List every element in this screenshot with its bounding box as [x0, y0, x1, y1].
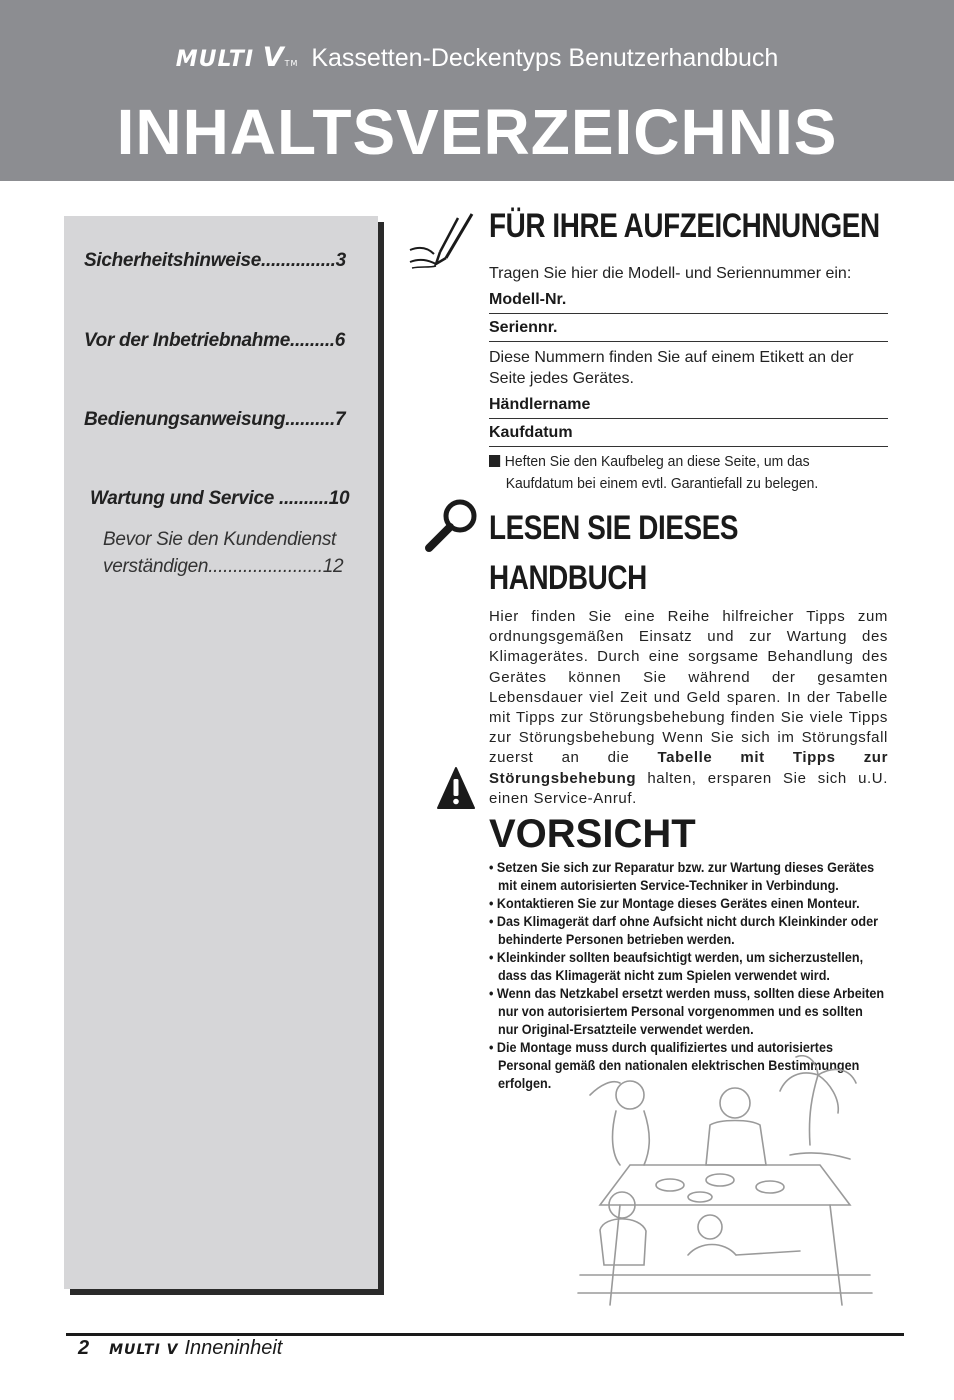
toc-item-wartung[interactable]: Wartung und Service ..........10 [90, 488, 350, 509]
magnifier-icon [420, 496, 484, 554]
page-title: INHALTSVERZEICHNIS [116, 96, 838, 168]
dealer-name-label: Händlername [489, 396, 591, 413]
toc-panel [64, 216, 378, 1289]
page-footer [78, 1337, 282, 1360]
read-body: Hier finden Sie eine Reihe hilfreicher Tipps zum ordnungsgemäßen Einsatz und zur Wartung des Klimagerätes. Durch eine sorgsame Behandlung des Gerätes können Sie während der gesamten Lebensdauer viel Zeit und Geld sparen. In der Tabelle mit Tipps zur Störungsbehebung finden Sie viele Tipps zur Störungsbehebung Wenn Sie sich im Störungsfall zuerst an die Tabelle mit Tipps zur Störungsbehebung halten, ersparen Sie sich u.U. einen Service-Anruf. [489, 608, 889, 807]
label-location-note: Diese Nummern finden Sie auf einem Etikett an der Seite jedes Gerätes. [489, 349, 854, 387]
toc-subitem-kundendienst[interactable] [103, 526, 343, 580]
header-brand-line [0, 42, 954, 73]
records-intro: Tragen Sie hier die Modell- und Seriennummer ein: [489, 265, 852, 282]
multi-v-logo: MULTI VTM [175, 42, 299, 73]
caution-item: • Kleinkinder sollten beaufsichtigt werden, um sicherzustellen, dass das Klimagerät nicht zum Spielen verwendet wird. [489, 949, 864, 983]
page-number: 2 [78, 1337, 90, 1359]
warning-icon [437, 766, 475, 810]
toc-item-inbetriebnahme[interactable]: Vor der Inbetriebnahme.........6 [84, 330, 346, 351]
serial-number-field[interactable] [489, 319, 888, 342]
serial-number-label: Seriennr. [489, 319, 558, 336]
records-heading: FÜR IHRE AUFZEICHNUNGEN [489, 207, 880, 245]
footer-rule [66, 1333, 904, 1336]
toc-subitem-line1: Bevor Sie den Kundendienst [103, 529, 337, 550]
toc-subitem-line2: verständigen.......................12 [103, 556, 344, 577]
caution-item: • Die Montage muss durch qualifiziertes und autorisiertes Personal gemäß den nationalen elektrischen Bestimmungen erfolgen. [489, 1039, 860, 1091]
receipt-note: Heften Sie den Kaufbeleg an diese Seite, um das Kaufdatum bei einem evtl. Garantiefall zu belegen. [489, 451, 861, 495]
toc-item-bedienungsanweisung[interactable]: Bedienungsanweisung..........7 [84, 409, 346, 430]
footer-multi-v-logo: MULTI V [109, 1342, 179, 1358]
purchase-date-label: Kaufdatum [489, 424, 573, 441]
caution-item: • Wenn das Netzkabel ersetzt werden muss, sollten diese Arbeiten nur von autorisiertem Personal vorgenommen und es sollten nur Original-Ersatzteile verwendet werden. [489, 985, 885, 1037]
footer-label: Inneninheit [184, 1337, 283, 1359]
caution-item: • Kontaktieren Sie zur Montage dieses Gerätes einen Monteur. [489, 895, 860, 911]
picnic-illustration [560, 1055, 890, 1315]
purchase-date-field[interactable] [489, 424, 888, 447]
caution-item: • Setzen Sie sich zur Reparatur bzw. zur Wartung dieses Gerätes mit einem autorisierten Service-Techniker in Verbindung. [489, 859, 875, 893]
troubleshooting-table-ref: Tabelle mit Tipps zur Störungsbehebung [489, 749, 889, 787]
model-number-field[interactable] [489, 291, 888, 314]
read-heading: LESEN SIE DIESES HANDBUCH [489, 509, 739, 597]
model-number-label: Modell-Nr. [489, 291, 567, 308]
caution-heading: VORSICHT [489, 812, 696, 856]
manual-subtitle: Kassetten-Deckentyps Benutzerhandbuch [311, 44, 779, 72]
page-header [0, 0, 954, 181]
dealer-name-field[interactable] [489, 396, 888, 419]
square-bullet-icon [489, 455, 500, 467]
toc-item-sicherheitshinweise[interactable]: Sicherheitshinweise...............3 [84, 250, 346, 271]
caution-item: • Das Klimagerät darf ohne Aufsicht nicht durch Kleinkinder oder behinderte Personen betrieben werden. [489, 913, 879, 947]
pen-icon [406, 210, 478, 276]
